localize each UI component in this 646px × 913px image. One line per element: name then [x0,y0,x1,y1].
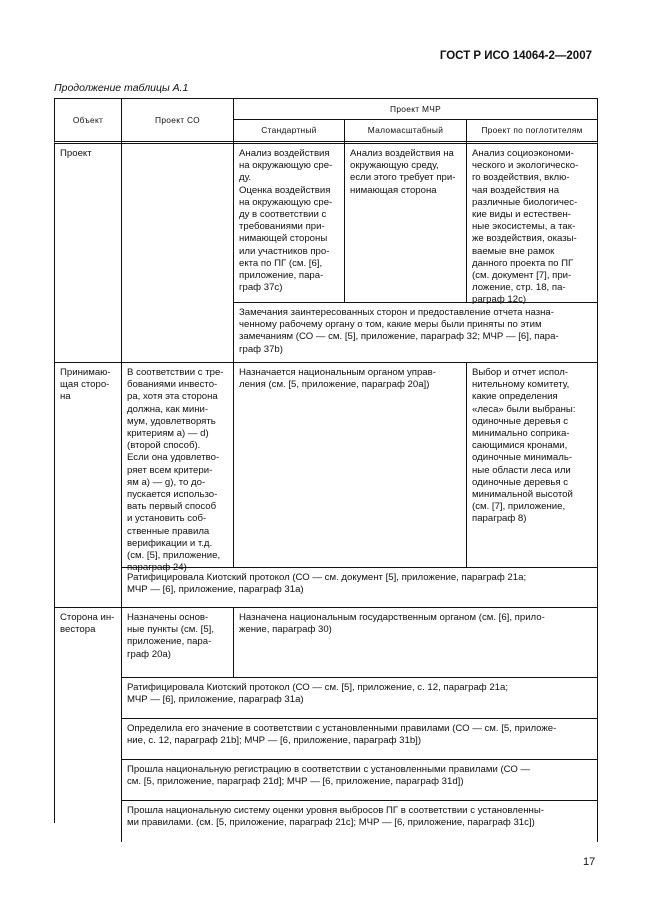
cell-host-sinks: Выбор и отчет испол- нительному комитету, какие определения «леса» были выбраны: одиночные деревья с минимально соприка- сающимися кронами, одиночные минималь- ные области леса или одиночные деревья с минимальной высотой (см. [7], приложение, параграф 8) [466,362,598,568]
header-small-scale: Маломасштабный [344,119,467,144]
document-id: ГОСТ Р ИСО 14064-2—2007 [439,50,592,62]
cell-host-co: В соответствии с тре- бованиями инвесто- ра, хотя эта сторона должна, как мини- мум, удовлетворять критериям a) — d) (второй способ). Если она удовлетво- ряет всем критери- ям a) — g), то до- пускается использо- вать первый способ и установить соб- ственные правила верификации и т.д. (см. [5], приложение, параграф 24) [121,362,234,568]
header-cdm-project: Проект МЧР [233,98,598,120]
header-object: Объект [54,98,122,144]
cell-project-standard: Анализ воздействия на окружающую сре- ду. Оценка воздействия на окружающую сре- ду в соответствии с требованиями при- нимающей стороны или участников про- екта по ПГ (см. [6], приложение, пара- граф 37c) [233,143,345,303]
cell-investor-ratified: Ратифицировала Киотский протокол (СО — см. [5], приложение, с. 12, параграф 21a; МЧР — [6], приложение, параграф 31a) [121,677,598,719]
cell-investor-object: Сторона ин- вестора [54,607,122,823]
cell-investor-value: Определила его значение в соответствии с установленными правилами (СО — см. [5, приложе- ние, с. 12, параграф 21b]; МЧР — [6, приложение, параграф 31b]) [121,718,598,760]
header-sinks: Проект по поглотителям [466,119,598,144]
cell-project-object: Проект [54,143,122,363]
page-number: 17 [583,856,596,868]
header-co-project: Проект СО [121,98,234,144]
header-standard: Стандартный [233,119,345,144]
cell-project-co [121,143,234,363]
cell-investor-estimation: Прошла национальную систему оценки уровня выбросов ПГ в соответствии с установленны- ми правилами. (см. [5, приложение, параграф 21c]; МЧР — [6, приложение, параграф 31c]) [121,800,598,842]
cell-investor-registry: Прошла национальную регистрацию в соответствии с установленными правилами (СО — см. [5, приложение, параграф 21d]; МЧР — [6, приложение, параграф 31d]) [121,759,598,801]
cell-host-ratified: Ратифицировала Киотский протокол (СО — см. документ [5], приложение, параграф 21a; МЧР — [6], приложение, параграф 31a) [121,567,598,608]
cell-host-cdm: Назначается национальным органом управ- ления (см. [5, приложение, параграф 20a]) [233,362,467,568]
cell-investor-co: Назначены основ- ные пункты (см. [5], приложение, пара- граф 20a) [121,607,234,678]
cell-project-small-scale: Анализ воздействия на окружающую среду, если этого требует при- нимающая сторона [344,143,467,303]
cell-host-object: Принимаю- щая сторо- на [54,362,122,608]
cell-project-comments: Замечания заинтересованных сторон и предоставление отчета назна- ченному рабочему органу о том, какие меры были приняты по этим замечаниям (СО — см. [5], приложение, параграф 32; МЧР — [6], пара- граф 37b) [233,302,598,363]
cell-investor-cdm: Назначена национальным государственным органом (см. [6], прило- жение, параграф 30) [233,607,598,678]
cell-project-sinks: Анализ социоэкономи- ческого и экологическо- го воздействия, вклю- чая воздействия на различные биологичес- кие виды и естествен- ные экосистемы, а так- же воздействия, оказы- ваемые вне рамок данного проекта по ПГ (см. документ [7], при- ложение, стр. 18, па- раграф 12c) [466,143,598,303]
table-caption: Продолжение таблицы А.1 [54,82,189,94]
